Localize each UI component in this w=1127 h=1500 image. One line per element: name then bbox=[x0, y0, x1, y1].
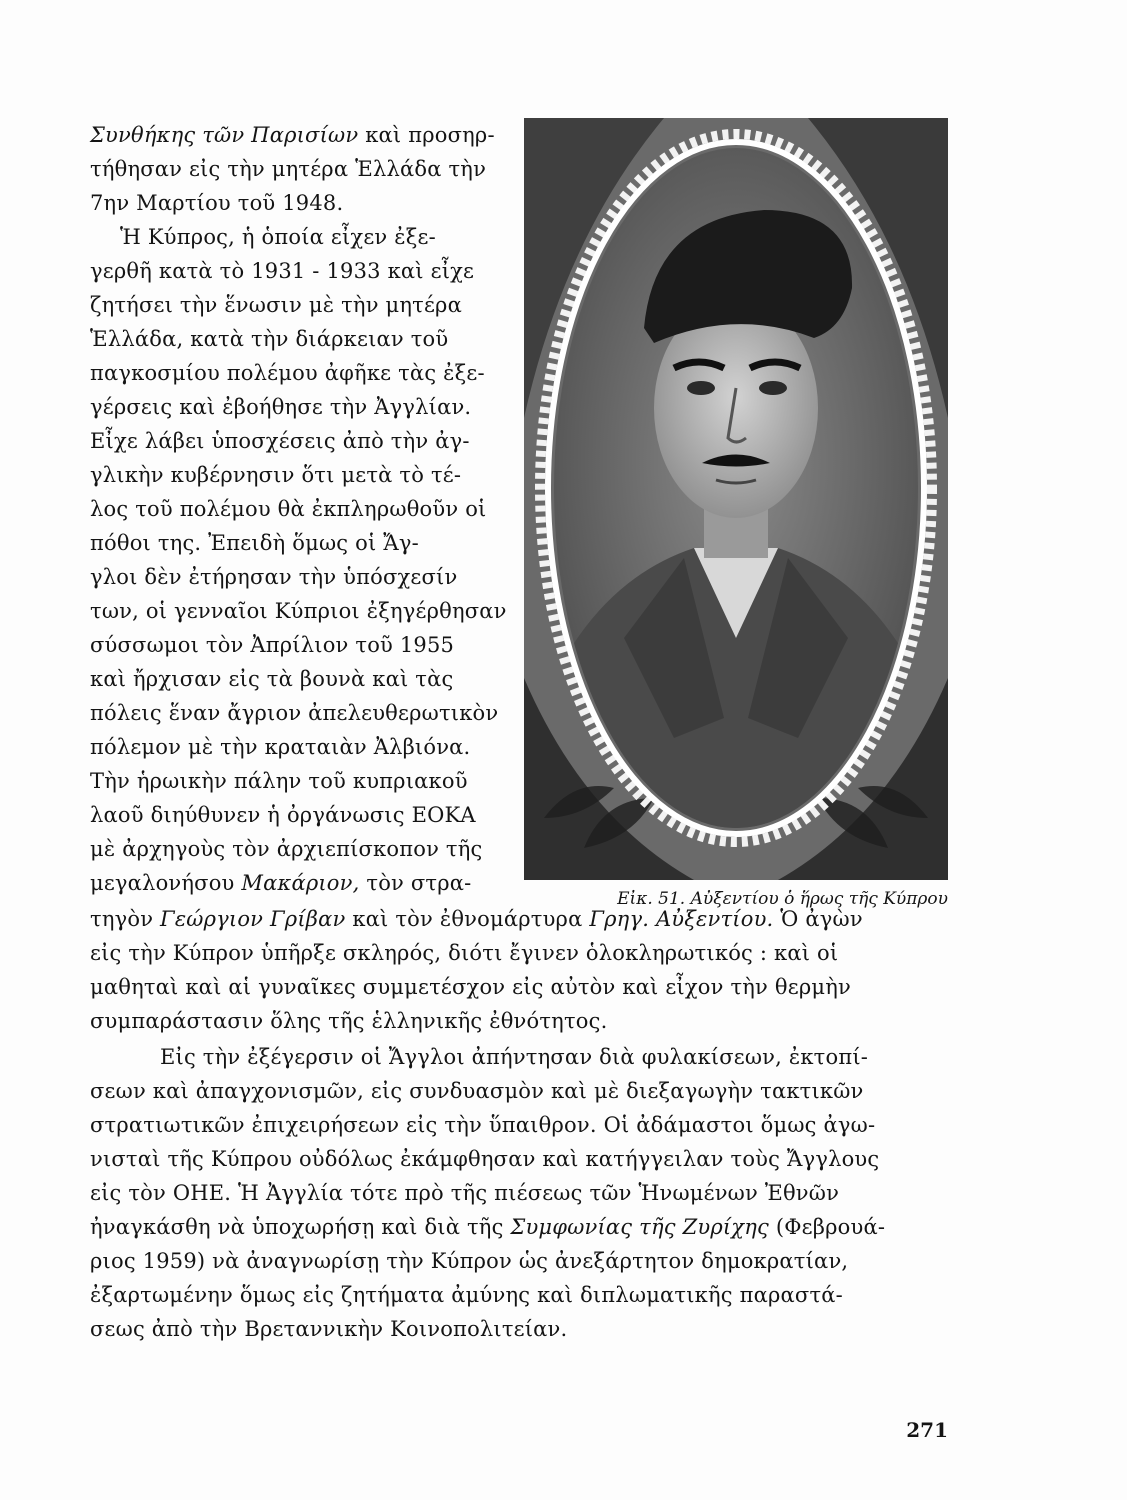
text-line: μὲ ἀρχηγοὺς τὸν ἀρχιεπίσκοπον τῆς bbox=[90, 837, 483, 861]
text-line: Ἑλλάδα, κατὰ τὴν διάρκειαν τοῦ bbox=[90, 327, 449, 351]
text-line: Συνθήκης τῶν Παρισίων καὶ προσηρ- bbox=[90, 123, 495, 147]
text-line: γλικὴν κυβέρνησιν ὅτι μετὰ τὸ τέ- bbox=[90, 463, 462, 487]
text-line: γέρσεις καὶ ἐβοήθησε τὴν Ἀγγλίαν. bbox=[90, 395, 472, 419]
text-line: λαοῦ διηύθυνεν ἡ ὀργάνωσις ΕΟΚΑ bbox=[90, 803, 476, 827]
text-line: εἰς τὴν Κύπρον ὑπῆρξε σκληρός, διότι ἔγινεν ὁλοκληρωτικός : καὶ οἱ bbox=[90, 941, 839, 965]
text-line: στρατιωτικῶν ἐπιχειρήσεων εἰς τὴν ὕπαιθρον. Οἱ ἀδάμαστοι ὅμως ἀγω- bbox=[90, 1113, 876, 1137]
text-line: ριος 1959) νὰ ἀναγνωρίσῃ τὴν Κύπρον ὡς ἀνεξάρτητον δημοκρατίαν, bbox=[90, 1249, 849, 1273]
text-line: παγκοσμίου πολέμου ἀφῆκε τὰς ἐξε- bbox=[90, 361, 485, 385]
text-line: πόθοι της. Ἐπειδὴ ὅμως οἱ Ἄγ- bbox=[90, 531, 419, 555]
text-line: τήθησαν εἰς τὴν μητέρα Ἑλλάδα τὴν bbox=[90, 157, 487, 181]
text-line: των, οἱ γενναῖοι Κύπριοι ἐξηγέρθησαν bbox=[90, 599, 507, 623]
text-line: Τὴν ἡρωικὴν πάλην τοῦ κυπριακοῦ bbox=[90, 769, 468, 793]
text-line: λος τοῦ πολέμου θὰ ἐκπληρωθοῦν οἱ bbox=[90, 497, 487, 521]
text-line: σεως ἀπὸ τὴν Βρεταννικὴν Κοινοπολιτείαν. bbox=[90, 1317, 568, 1341]
figure-caption: Εἰκ. 51. Αὐξεντίου ὁ ἥρως τῆς Κύπρου bbox=[617, 889, 948, 909]
portrait-photo bbox=[524, 118, 948, 880]
text-line: ἠναγκάσθη νὰ ὑποχωρήσῃ καὶ διὰ τῆς Συμφωνίας τῆς Ζυρίχης (Φεβρουά- bbox=[90, 1215, 886, 1239]
text-line: Εἶχε λάβει ὑποσχέσεις ἀπὸ τὴν ἀγ- bbox=[90, 429, 470, 453]
text-line: μεγαλονήσου Μακάριον, τὸν στρα- bbox=[90, 871, 472, 895]
text-line: καὶ ἤρχισαν εἰς τὰ βουνὰ καὶ τὰς bbox=[90, 667, 454, 691]
text-line: νισταὶ τῆς Κύπρου οὐδόλως ἐκάμφθησαν καὶ κατήγγειλαν τοὺς Ἄγγλους bbox=[90, 1147, 880, 1171]
text-line: πόλεις ἕναν ἄγριον ἀπελευθερωτικὸν bbox=[90, 701, 499, 725]
page-number: 271 bbox=[906, 1418, 948, 1442]
text-line: γλοι δὲν ἐτήρησαν τὴν ὑπόσχεσίν bbox=[90, 565, 458, 589]
text-line: 7ην Μαρτίου τοῦ 1948. bbox=[90, 191, 344, 215]
text-line: ἐξαρτωμένην ὅμως εἰς ζητήματα ἀμύνης καὶ διπλωματικῆς παραστά- bbox=[90, 1283, 843, 1307]
text-line: πόλεμον μὲ τὴν κραταιὰν Ἀλβιόνα. bbox=[90, 735, 471, 759]
paragraph-start: Εἰς τὴν ἐξέγερσιν οἱ Ἄγγλοι ἀπήντησαν διὰ φυλακίσεων, ἐκτοπί- bbox=[160, 1045, 869, 1069]
text-line: μαθηταὶ καὶ αἱ γυναῖκες συμμετέσχον εἰς αὐτὸν καὶ εἶχον τὴν θερμὴν bbox=[90, 975, 851, 999]
text-line: γερθῆ κατὰ τὸ 1931 - 1933 καὶ εἶχε bbox=[90, 259, 475, 283]
paragraph-start: Ἡ Κύπρος, ἡ ὁποία εἶχεν ἐξε- bbox=[120, 225, 436, 249]
text-line: σύσσωμοι τὸν Ἀπρίλιον τοῦ 1955 bbox=[90, 633, 455, 657]
text-line: εἰς τὸν ΟΗΕ. Ἡ Ἀγγλία τότε πρὸ τῆς πιέσεως τῶν Ἡνωμένων Ἐθνῶν bbox=[90, 1181, 840, 1205]
text-line: σεων καὶ ἀπαγχονισμῶν, εἰς συνδυασμὸν καὶ μὲ διεξαγωγὴν τακτικῶν bbox=[90, 1079, 864, 1103]
text-line: ζητήσει τὴν ἕνωσιν μὲ τὴν μητέρα bbox=[90, 293, 462, 317]
text-line: συμπαράστασιν ὅλης τῆς ἑλληνικῆς ἐθνότητος. bbox=[90, 1009, 608, 1033]
text-line: τηγὸν Γεώργιον Γρίβαν καὶ τὸν ἐθνομάρτυρα Γρηγ. Αὐξεντίου. Ὁ ἀγὼν bbox=[90, 907, 863, 931]
portrait-illustration bbox=[524, 118, 948, 880]
